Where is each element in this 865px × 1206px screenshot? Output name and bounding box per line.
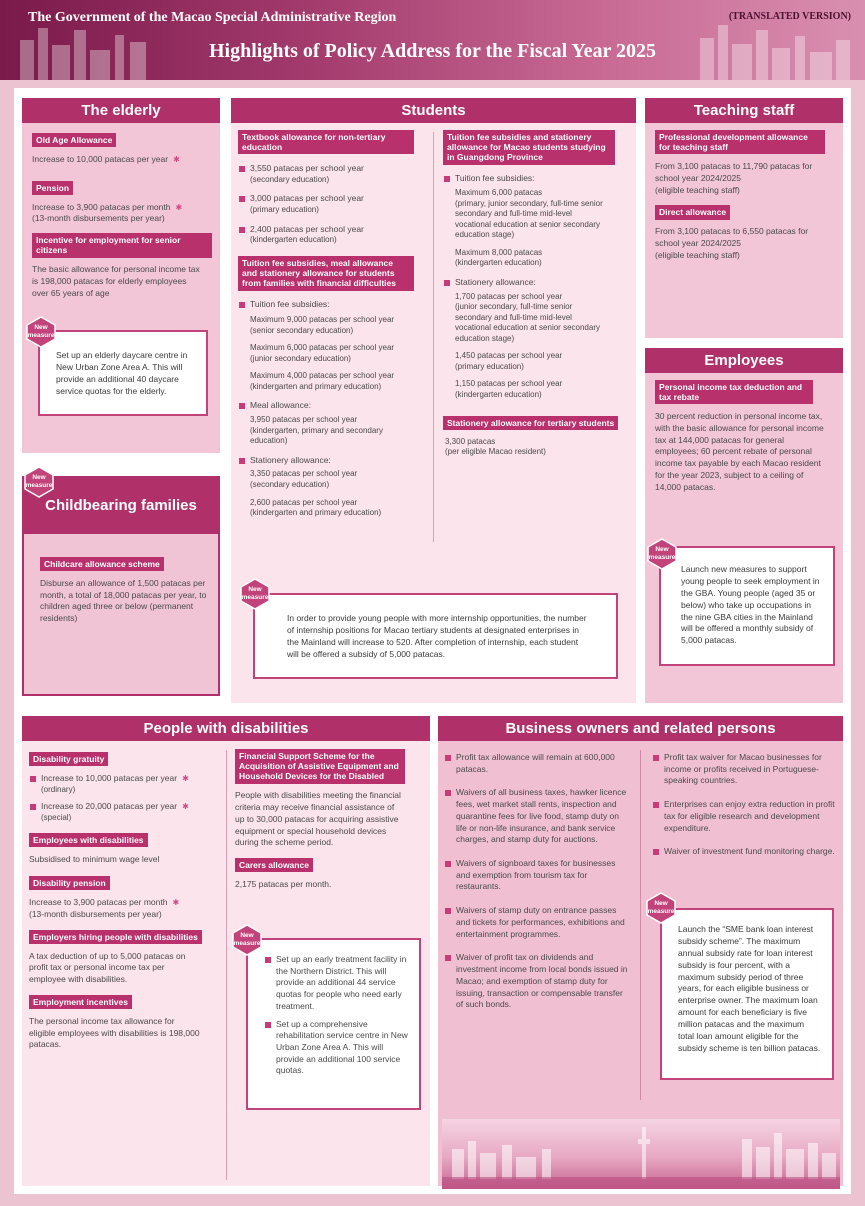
textbook-item: 3,550 patacas per school year <box>238 163 423 175</box>
income-tax-deduction-label: Personal income tax deduction and tax rebate <box>655 380 813 404</box>
stationery-heading: Stationery allowance: <box>238 455 423 467</box>
income-tax-deduction-text: 30 percent reduction in personal income tax, with the basic allowance for personal income tax at 144,000 patacas for general employees; 60 percent rebate of personal income tax payable by each Macao resident for the year 2023, subject to a ceiling of 14,000 patacas. <box>655 411 824 492</box>
financial-support-scheme-label: Financial Support Scheme for the Acquisition of Assistive Equipment and Household Devices for the Disabled <box>235 749 405 784</box>
elderly-new-measure-box <box>38 330 208 416</box>
textbook-allowance-label: Textbook allowance for non-tertiary education <box>238 130 414 154</box>
childbearing-heading: Childbearing families <box>45 497 197 514</box>
business-new-measure-box <box>660 908 834 1080</box>
employees-panel <box>645 348 843 703</box>
childcare-allowance-label: Childcare allowance scheme <box>40 557 164 571</box>
content-frame <box>14 88 851 1194</box>
elderly-panel <box>22 98 220 453</box>
employees-heading: Employees <box>645 348 843 373</box>
gd-tuition-heading: Tuition fee subsidies: <box>443 173 628 185</box>
page-title: Highlights of Policy Address for the Fiscal Year 2025 <box>208 40 657 62</box>
financial-difficulties-label: Tuition fee subsidies, meal allowance and stationery allowance for students from families with financial difficulties <box>238 256 414 291</box>
disability-pension-label: Disability pension <box>29 876 110 890</box>
employees-with-disabilities-label: Employees with disabilities <box>29 833 148 847</box>
disabilities-heading: People with disabilities <box>22 716 430 741</box>
senior-employment-incentive-text: The basic allowance for personal income tax is 198,000 patacas for elderly employees over 65 years of age <box>32 264 200 298</box>
gratuity-item: Increase to 10,000 patacas per year <box>41 773 178 783</box>
macao-city-photo <box>442 1119 840 1189</box>
gratuity-item: Increase to 20,000 patacas per year <box>41 801 178 812</box>
professional-development-label: Professional development allowance for teaching staff <box>655 130 825 154</box>
guangdong-subsidies-label: Tuition fee subsidies and stationery allowance for Macao students studying in Guangdong Province <box>443 130 615 165</box>
teaching-staff-panel: Teaching staff Professional development allowance for teaching staff From 3,100 patacas to 11,790 patacas for school year 2024/2025 (eligible teaching staff) Direct allowance From 3,100 patacas to 6,550 patacas for school year 2024/2025 (eligible teaching staff) <box>645 98 843 338</box>
students-new-measure-text: In order to provide young people with more internship opportunities, the number of internship positions for Macao tertiary students at designated enterprises in the Mainland will increase to 520. After completion of internship, each student will be offered a subsidy of 5,000 patacas. <box>287 613 587 659</box>
gd-stationery-heading: Stationery allowance: <box>443 277 628 289</box>
new-measure-badge-line1: New <box>34 324 48 331</box>
new-measure-badge: New measure <box>232 924 262 956</box>
students-panel: Students Textbook allowance for non-tertiary education 3,550 patacas per school year (secondary education) 3,000 patacas per school year (primary education) 2,400 patacas per school year (kindergarten education) Tuition fee subsidies, meal allowance and stationery allowance for students from families with financial difficulties Tuition fee subsidies: Maximum 9,000 patacas per school year (senior secondary education) Maximum 6,000 patacas per school year (junior secondary education) Maximum 4,000 patacas per school year (kindergarten and primary education) Meal allowance: 3,950 patacas per school year (kindergarten, primary and secondary education) Stationery allowance: 3,350 patacas per school year (secondary education) 2,600 patacas per school year (kindergarten and primary education) Tuition fee subsidies and stationery allowance for Macao students studying in Guangdong Province Tuition fee subsidies: Maximum 6,000 patacas (primary, junior secondary, full-time senior secondary and full-time mid-level vocational education at senior secondary education stage) Maximum 8,000 patacas (kindergarten education) Stationery allowance: 1,700 patacas per school year (junior secondary, full-time senior secondary and full-time mid-level vocational education at senior secondary education stage) 1,450 patacas per school year (primary education) 1,150 patacas per school year (kindergarten education) Stationery allowance for tertiary students 3,300 patacas (per eligible Macao resident) In order to provide young people with more internship opportunities, the number of internship positions for Macao tertiary students at designated enterprises in the Mainland will increase to 520. After completion of internship, each student will be offered a subsidy of 5,000 patacas. New measure <box>231 98 636 703</box>
disabilities-panel: People with disabilities Disability gratuity Increase to 10,000 patacas per year ✱ (ordinary) Increase to 20,000 patacas per year ✱ (special) Employees with disabilities Subsidised to minimum wage level Disability pension Increase to 3,900 patacas per month ✱ (13-month disbursements per year) Employers hiring people with disabilities A tax deduction of up to 5,000 patacas on profit tax or personal income tax per employee with disabilities. Employment incentives The personal income tax allowance for eligible employees with disabilities is 198,000 patacas. Financial Support Scheme for the Acquisition of Assistive Equipment and Household Devices for the Disabled People with disabilities meeting the financial criteria may receive financial assistance of up to 30,000 patacas for acquiring assistive equipment or special household devices during the scheme period. Carers allowance 2,175 patacas per month. Set up an early treatment facility in the Northern District. This will provide an additional 44 service quotas for people who need early treatment. Set up a comprehensive rehabilitation service centre in New Urban Zone Area A. This will provide an additional 100 service quotas. New measure <box>22 716 430 1186</box>
employers-hiring-label: Employers hiring people with disabilities <box>29 930 202 944</box>
business-item: Enterprises can enjoy extra reduction in profit tax for eligible research and development expenditure. <box>652 799 838 834</box>
new-measure-badge: New measure <box>647 538 677 570</box>
business-heading: Business owners and related persons <box>438 716 843 741</box>
carers-allowance-label: Carers allowance <box>235 858 313 872</box>
new-measure-badge: New measure <box>24 466 54 498</box>
childbearing-panel <box>22 476 220 696</box>
page-header <box>0 0 865 80</box>
teaching-staff-heading: Teaching staff <box>645 98 843 123</box>
government-name: The Government of the Macao Special Administrative Region <box>28 10 397 25</box>
business-item: Waiver of profit tax on dividends and investment income from local bonds issued in Macao; and exemption of stamp duty for issuing, transaction or compensable transfer of such bonds. <box>444 952 630 1011</box>
new-measure-badge: New measure <box>646 892 676 924</box>
disabilities-new-measure-box: Set up an early treatment facility in the Northern District. This will provide an additional 44 service quotas for people who need early treatment. Set up a comprehensive rehabilitation service centre in New Urban Zone Area A. This will provide an additional 100 service quotas. <box>246 938 421 1110</box>
star-icon: ✱ <box>175 202 183 212</box>
pension-note: (13-month disbursements per year) <box>32 213 165 224</box>
textbook-item: 3,000 patacas per school year <box>238 193 423 205</box>
pension-text: Increase to 3,900 patacas per month <box>32 201 171 212</box>
textbook-item: 2,400 patacas per school year <box>238 224 423 236</box>
employees-new-measure-text: Launch new measures to support young people to seek employment in the GBA. Young people (aged 35 or below) who take up occupations in the nine GBA cities in the Mainland will be offered a monthly subsidy of 5,000 patacas. <box>681 564 820 646</box>
business-item: Waivers of signboard taxes for businesses and exemption from tourism tax for restaurants. <box>444 858 630 893</box>
star-icon: ✱ <box>172 898 180 908</box>
business-item: Waivers of stamp duty on entrance passes and tickets for performances, exhibitions and entertainment programmes. <box>444 905 630 940</box>
elderly-heading: The elderly <box>22 98 220 123</box>
pension-label: Pension <box>32 181 73 195</box>
tuition-heading: Tuition fee subsidies: <box>238 299 423 311</box>
business-panel <box>438 716 843 1186</box>
employees-new-measure-box <box>659 546 835 666</box>
business-item: Profit tax waiver for Macao businesses for income or profits received in Portuguese-speaking countries. <box>652 752 838 787</box>
star-icon: ✱ <box>182 802 189 812</box>
new-measure-badge-line2: measure <box>27 332 55 339</box>
new-measure-badge <box>26 316 56 348</box>
business-item: Waiver of investment fund monitoring charge. <box>652 846 838 858</box>
direct-allowance-label: Direct allowance <box>655 205 730 219</box>
students-new-measure-box <box>253 593 618 679</box>
business-new-measure-text: Launch the “SME bank loan interest subsidy scheme”. The maximum annual subsidy rate for loan interest subsidy is four percent, with a maximum subsidy period of three years, for each eligible business or enterprise owner. The maximum loan amount for each beneficiary is five million patacas and the maximum total loan amount eligible for the subsidy scheme is ten billion patacas. <box>678 924 821 1053</box>
students-heading: Students <box>231 98 636 123</box>
disability-gratuity-label: Disability gratuity <box>29 752 108 766</box>
childcare-allowance-text: Disburse an allowance of 1,500 patacas per month, a total of 18,000 patacas per year, to children aged three or below (permanent residents) <box>40 578 207 624</box>
star-icon: ✱ <box>173 155 180 164</box>
tertiary-allowance-label: Stationery allowance for tertiary students <box>443 416 618 430</box>
employment-incentives-label: Employment incentives <box>29 995 132 1009</box>
meal-heading: Meal allowance: <box>238 400 423 412</box>
star-icon: ✱ <box>182 774 189 783</box>
new-measure-badge: New measure <box>240 578 270 610</box>
old-age-allowance-label: Old Age Allowance <box>32 133 116 147</box>
old-age-allowance-text: Increase to 10,000 patacas per year <box>32 154 169 164</box>
business-item: Waivers of all business taxes, hawker licence fees, wet market stall rents, inspection and quarantine fees for live food, stamp duty on life or non-life insurance, and bank service charges, and stamp duty for auctions. <box>444 787 630 846</box>
elderly-new-measure-text: Set up an elderly daycare centre in New Urban Zone Area A. This will provide an additional 40 daycare service quotas for the elderly. <box>56 350 188 396</box>
senior-employment-incentive-label: Incentive for employment for senior citizens <box>32 233 212 257</box>
business-item: Profit tax allowance will remain at 600,000 patacas. <box>444 752 630 775</box>
translated-version-note: (TRANSLATED VERSION) <box>728 11 851 22</box>
